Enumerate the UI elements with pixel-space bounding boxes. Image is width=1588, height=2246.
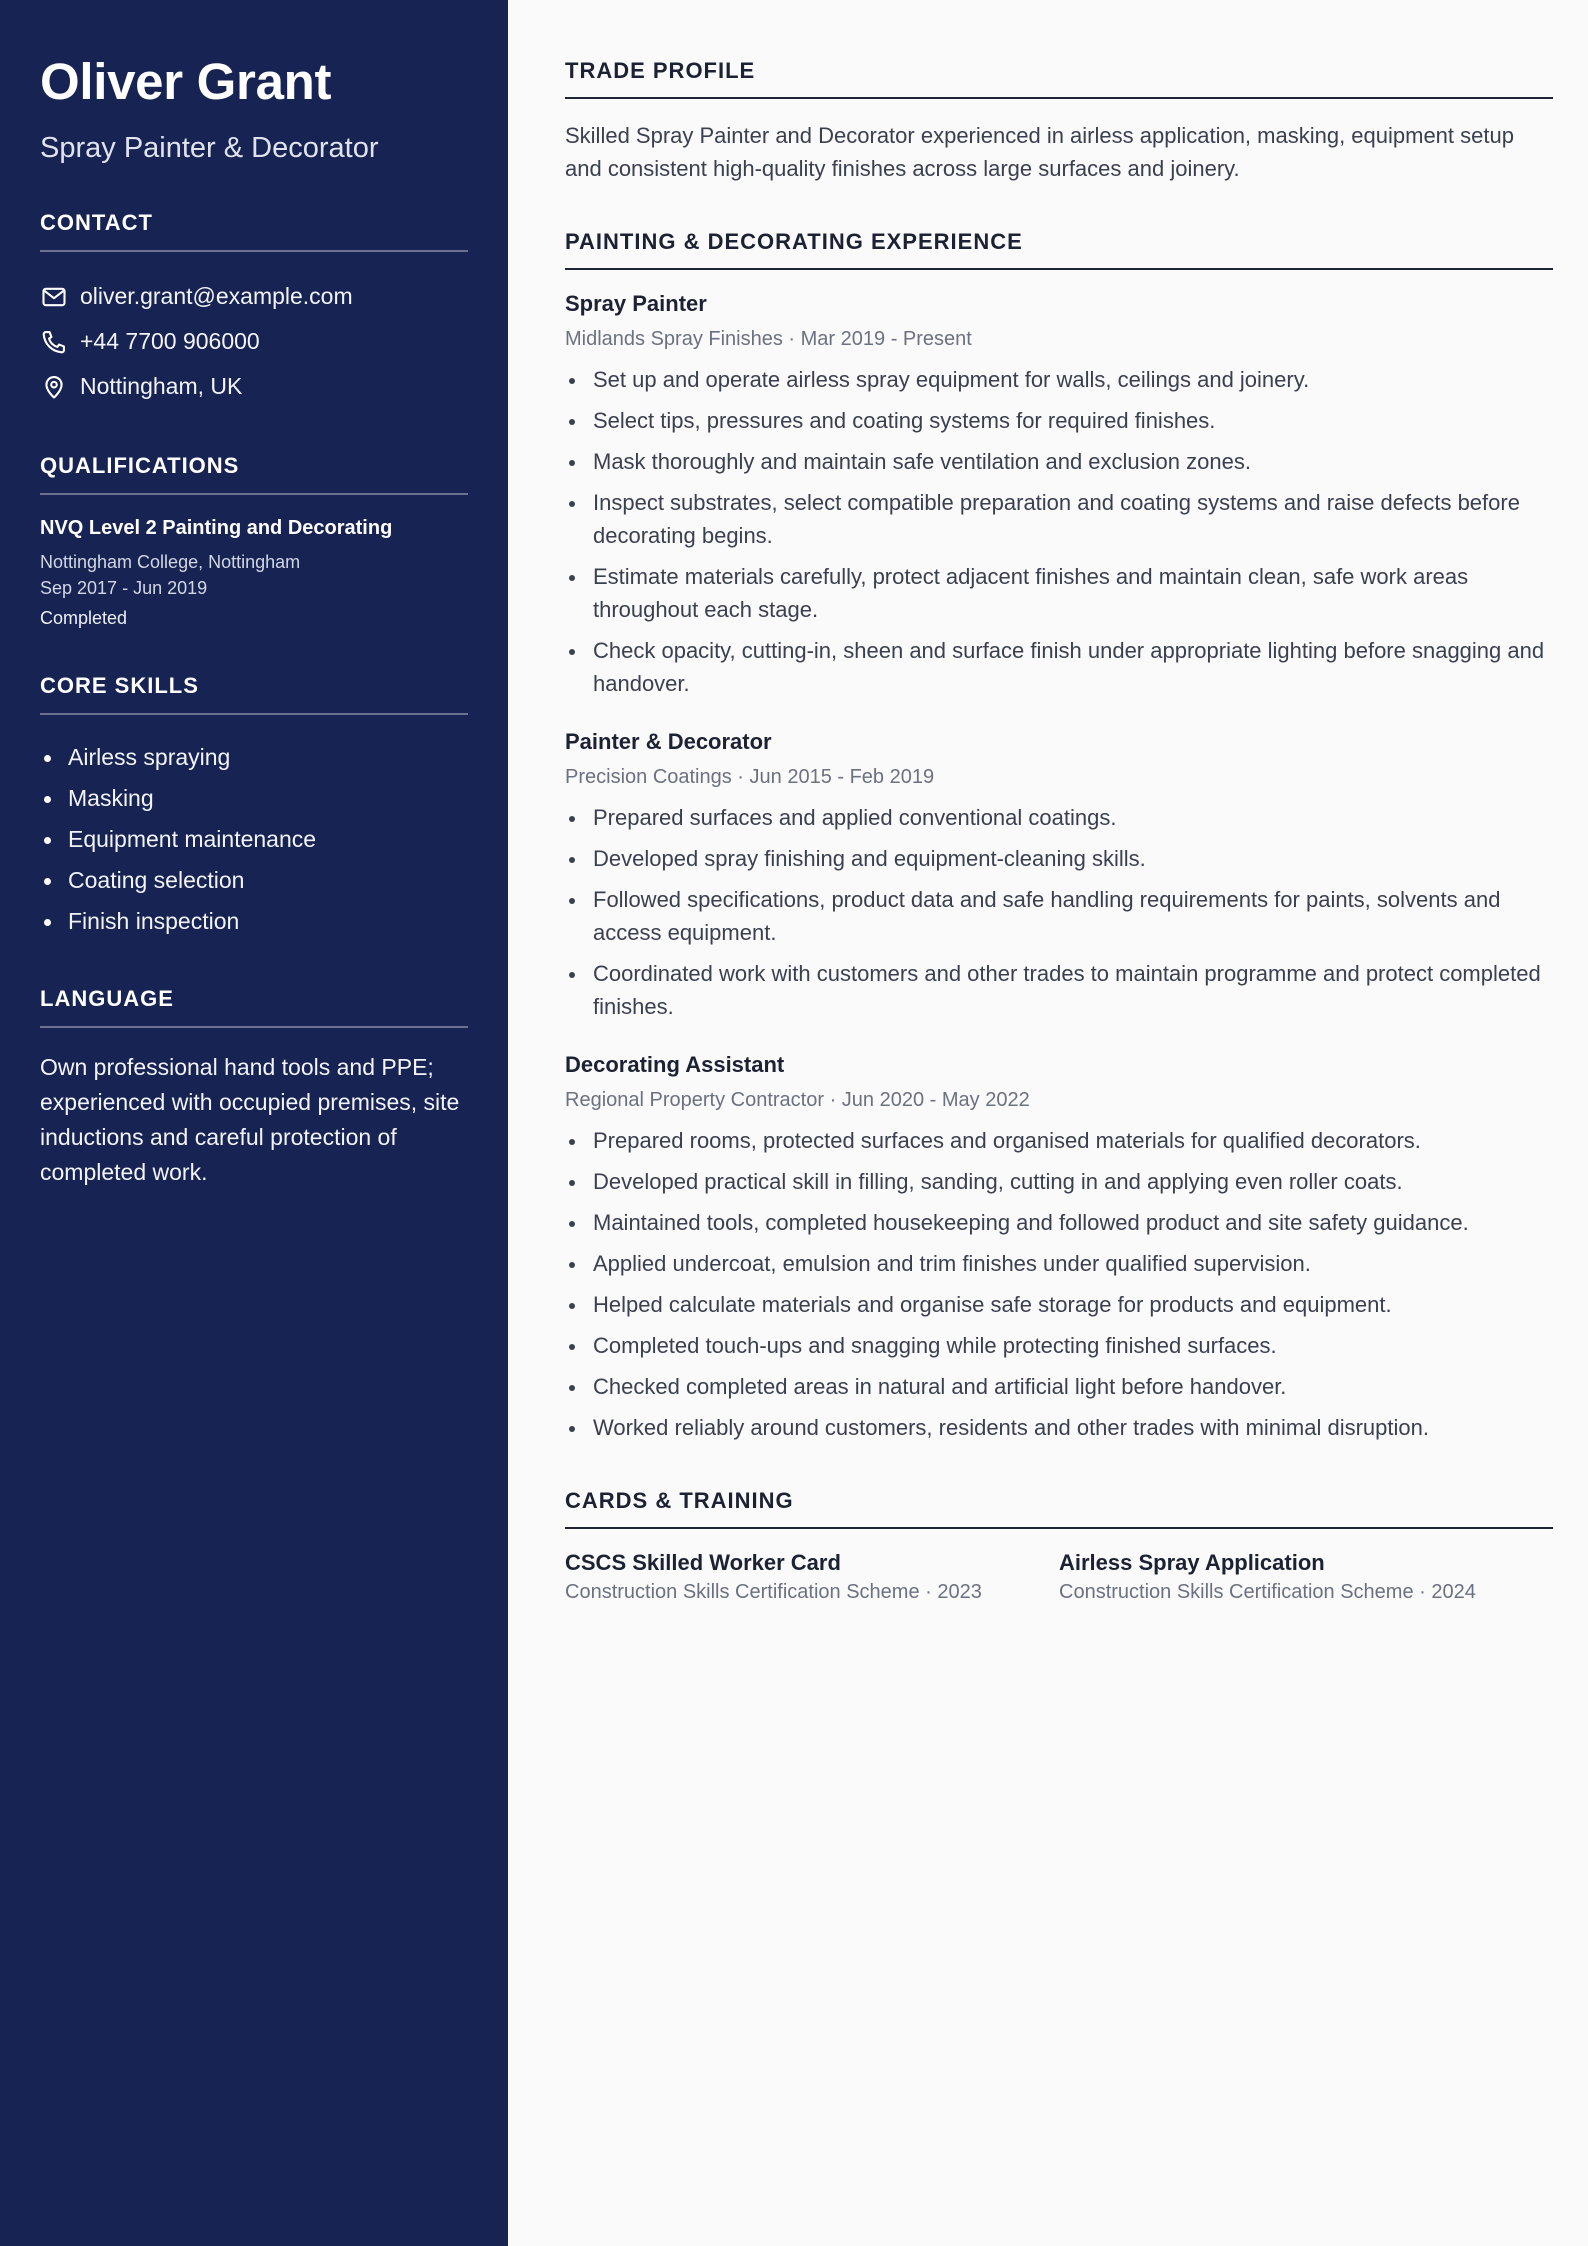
- skill-item: Coating selection: [40, 860, 468, 901]
- skill-item: Masking: [40, 778, 468, 819]
- training-card-meta: Construction Skills Certification Scheme · 2023: [565, 1581, 982, 1603]
- job-meta: Midlands Spray Finishes · Mar 2019 - Present: [565, 328, 972, 350]
- job-bullets: [565, 1124, 1553, 1444]
- job-bullet: Followed specifications, product data and safe handling requirements for paints, solvents and access equipment.: [565, 883, 1553, 949]
- job-entry: [565, 1051, 1553, 1444]
- contact-phone[interactable]: [40, 319, 468, 364]
- sidebar: [0, 0, 508, 2246]
- job-bullet: Coordinated work with customers and other trades to maintain programme and protect completed finishes.: [565, 957, 1553, 1023]
- job-entry: [565, 728, 1553, 1023]
- qualifications-heading: QUALIFICATIONS: [40, 453, 468, 495]
- job-meta: Precision Coatings · Jun 2015 - Feb 2019: [565, 766, 935, 788]
- job-bullet: Developed spray finishing and equipment-cleaning skills.: [565, 842, 1553, 875]
- candidate-role: Spray Painter & Decorator: [40, 132, 379, 164]
- contact-location: [40, 364, 468, 409]
- candidate-name: Oliver Grant: [40, 53, 332, 110]
- phone-icon: [40, 328, 68, 356]
- job-bullet: Worked reliably around customers, residents and other trades with minimal disruption.: [565, 1411, 1553, 1444]
- training-heading: CARDS & TRAINING: [565, 1488, 1553, 1529]
- skill-item: Finish inspection: [40, 901, 468, 942]
- training-card: [1059, 1549, 1553, 1604]
- job-bullets: [565, 363, 1553, 700]
- training-card-title: CSCS Skilled Worker Card: [565, 1550, 841, 1575]
- job-bullet: Check opacity, cutting-in, sheen and surface finish under appropriate lighting before snagging and handover.: [565, 634, 1553, 700]
- mail-icon: [40, 283, 68, 311]
- skill-item: Equipment maintenance: [40, 819, 468, 860]
- skills-section: [40, 673, 468, 942]
- job-title: Spray Painter: [565, 291, 707, 316]
- language-heading: LANGUAGE: [40, 986, 468, 1028]
- job-bullet: Maintained tools, completed housekeeping and followed product and site safety guidance.: [565, 1206, 1553, 1239]
- job-bullet: Prepared surfaces and applied conventional coatings.: [565, 801, 1553, 834]
- language-text: Own professional hand tools and PPE; experienced with occupied premises, site inductions and careful protection of completed work.: [40, 1054, 460, 1185]
- trade-profile-heading: TRADE PROFILE: [565, 58, 1553, 99]
- language-section: [40, 986, 468, 1190]
- phone-text: +44 7700 906000: [80, 328, 260, 354]
- contact-email[interactable]: [40, 274, 468, 319]
- job-bullet: Select tips, pressures and coating systems for required finishes.: [565, 404, 1553, 437]
- job-bullet: Completed touch-ups and snagging while protecting finished surfaces.: [565, 1329, 1553, 1362]
- job-bullet: Mask thoroughly and maintain safe ventilation and exclusion zones.: [565, 445, 1553, 478]
- qualification-dates: Sep 2017 - Jun 2019: [40, 578, 208, 598]
- job-title: Decorating Assistant: [565, 1052, 785, 1077]
- skills-list: [40, 737, 468, 942]
- trade-profile-text: Skilled Spray Painter and Decorator experienced in airless application, masking, equipment setup and consistent high-quality finishes across large surfaces and joinery.: [565, 123, 1514, 181]
- job-bullet: Applied undercoat, emulsion and trim finishes under qualified supervision.: [565, 1247, 1553, 1280]
- experience-heading: PAINTING & DECORATING EXPERIENCE: [565, 229, 1553, 270]
- training-card: [565, 1549, 1059, 1604]
- job-bullet: Checked completed areas in natural and artificial light before handover.: [565, 1370, 1553, 1403]
- email-text: oliver.grant@example.com: [80, 283, 353, 309]
- job-bullet: Inspect substrates, select compatible preparation and coating systems and raise defects before decorating begins.: [565, 486, 1553, 552]
- experience-section: [565, 229, 1553, 1444]
- trade-profile-section: [565, 58, 1553, 185]
- training-card-title: Airless Spray Application: [1059, 1550, 1325, 1575]
- job-bullet: Prepared rooms, protected surfaces and organised materials for qualified decorators.: [565, 1124, 1553, 1157]
- location-pin-icon: [40, 373, 68, 401]
- contact-heading: CONTACT: [40, 210, 468, 252]
- skill-item: Airless spraying: [40, 737, 468, 778]
- job-title: Painter & Decorator: [565, 729, 772, 754]
- training-card-meta: Construction Skills Certification Scheme · 2024: [1059, 1581, 1476, 1603]
- job-entry: [565, 290, 1553, 700]
- training-section: [565, 1488, 1553, 1604]
- job-bullets: [565, 801, 1553, 1023]
- qualification-institution: Nottingham College, Nottingham: [40, 552, 301, 572]
- skills-heading: CORE SKILLS: [40, 673, 468, 715]
- contact-section: [40, 210, 468, 409]
- qualifications-section: [40, 453, 468, 629]
- training-cards: [565, 1549, 1553, 1604]
- job-bullet: Helped calculate materials and organise safe storage for products and equipment.: [565, 1288, 1553, 1321]
- job-meta: Regional Property Contractor · Jun 2020 - May 2022: [565, 1089, 1030, 1111]
- main-content: [508, 0, 1588, 2246]
- job-bullet: Developed practical skill in filling, sanding, cutting in and applying even roller coats.: [565, 1165, 1553, 1198]
- job-bullet: Estimate materials carefully, protect adjacent finishes and maintain clean, safe work areas throughout each stage.: [565, 560, 1553, 626]
- qualification-status: Completed: [40, 608, 128, 628]
- location-text: Nottingham, UK: [80, 373, 243, 399]
- job-bullet: Set up and operate airless spray equipment for walls, ceilings and joinery.: [565, 363, 1553, 396]
- qualification-title: NVQ Level 2 Painting and Decorating: [40, 517, 393, 539]
